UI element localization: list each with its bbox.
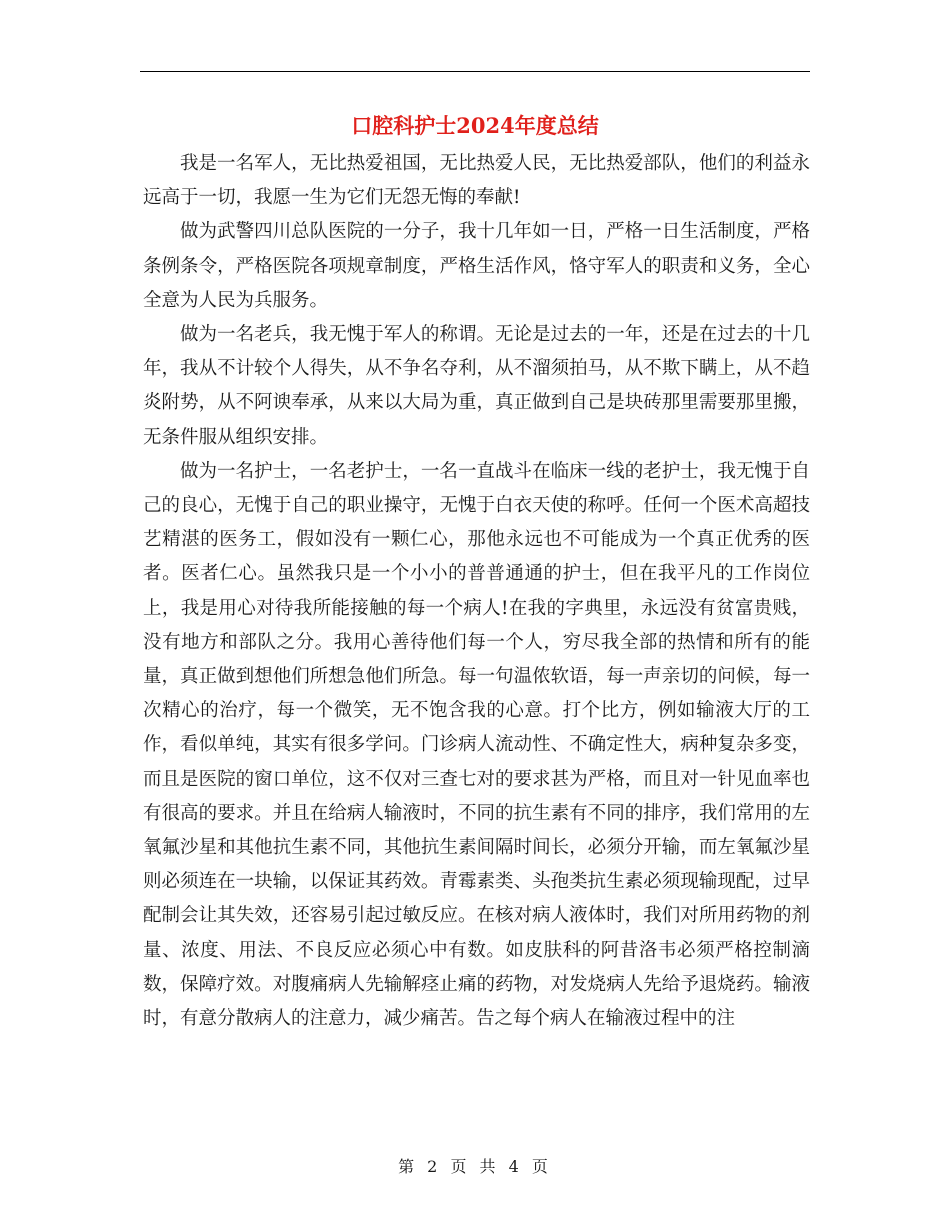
header-rule	[140, 71, 810, 72]
paragraph-3: 做为一名老兵，我无愧于军人的称谓。无论是过去的一年，还是在过去的十几年，我从不计较个人得失，从不争名夺利，从不溜须拍马，从不欺下瞒上，从不趋炎附势，从不阿谀奉承，从来以大局为重，真正做到自己是块砖那里需要那里搬，无条件服从组织安排。	[143, 324, 810, 448]
paragraph-1: 我是一名军人，无比热爱祖国，无比热爱人民，无比热爱部队，他们的利益永远高于一切，我愿一生为它们无怨无悔的奉献!	[143, 153, 810, 209]
paragraph-4: 做为一名护士，一名老护士，一名一直战斗在临床一线的老护士，我无愧于自己的良心，无愧于自己的职业操守，无愧于白衣天使的称呼。任何一个医术高超技艺精湛的医务工，假如没有一颗仁心，那他永远也不可能成为一个真正优秀的医者。医者仁心。虽然我只是一个小小的普普通通的护士，但在我平凡的工作岗位上，我是用心对待我所能接触的每一个病人!在我的字典里，永远没有贫富贵贱，没有地方和部队之分。我用心善待他们每一个人，穷尽我全部的热情和所有的能量，真正做到想他们所想急他们所急。每一句温侬软语，每一声亲切的问候，每一次精心的治疗，每一个微笑，无不饱含我的心意。打个比方，例如输液大厅的工作，看似单纯，其实有很多学问。门诊病人流动性、不确定性大，病种复杂多变，而且是医院的窗口单位，这不仅对三查七对的要求甚为严格，而且对一针见血率也有很高的要求。并且在给病人输液时，不同的抗生素有不同的排序，我们常用的左氧氟沙星和其他抗生素不同，其他抗生素间隔时间长，必须分开输，而左氧氟沙星则必须连在一块输，以保证其药效。青霉素类、头孢类抗生素必须现输现配，过早配制会让其失效，还容易引起过敏反应。在核对病人液体时，我们对所用药物的剂量、浓度、用法、不良反应必须心中有数。如皮肤科的阿昔洛韦必须严格控制滴数，保障疗效。对腹痛病人先输解痉止痛的药物，对发烧病人先给予退烧药。输液时，有意分散病人的注意力，减少痛苦。告之每个病人在输液过程中的注	[143, 460, 810, 1030]
paragraph-2: 做为武警四川总队医院的一分子，我十几年如一日，严格一日生活制度，严格条例条令，严格医院各项规章制度，严格生活作风，恪守军人的职责和义务，全心全意为人民为兵服务。	[143, 221, 810, 311]
page-number-footer: 第 2 页 共 4 页	[398, 1157, 552, 1176]
page-title: 口腔科护士2024年度总结	[351, 113, 599, 138]
document-body	[143, 147, 810, 1036]
